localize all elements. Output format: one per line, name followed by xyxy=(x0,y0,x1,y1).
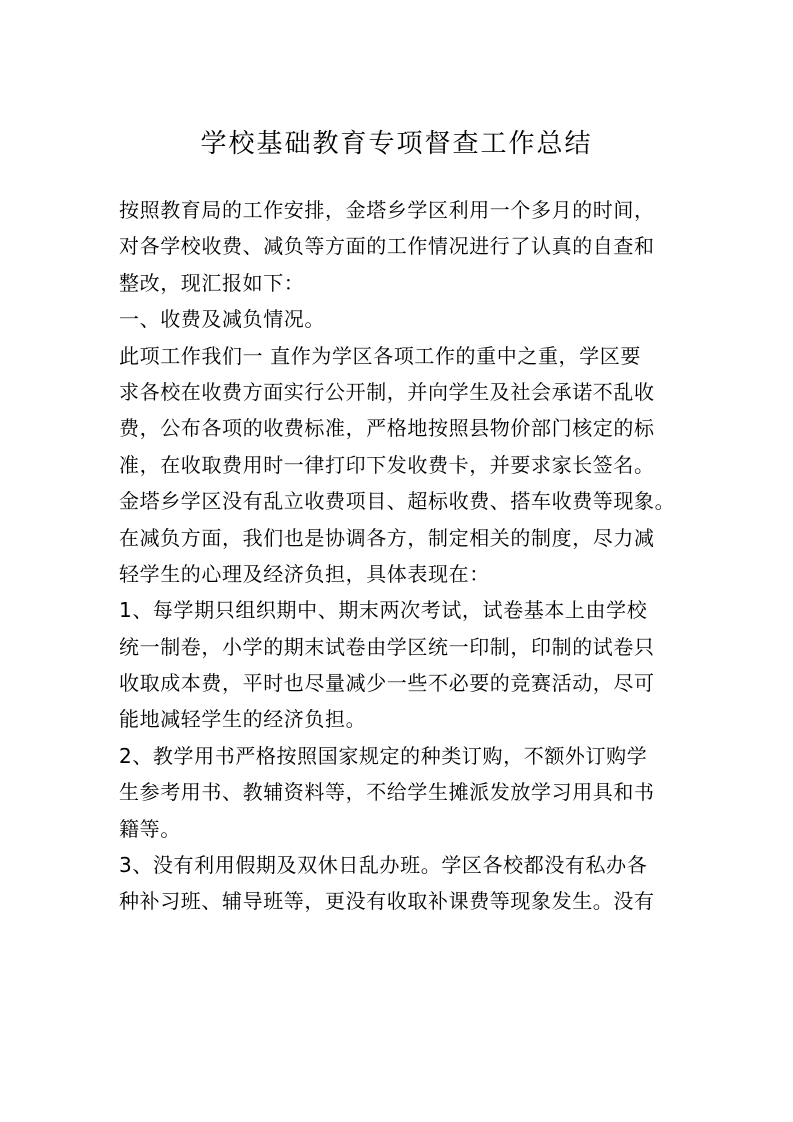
body-line: 求各校在收费方面实行公开制，并向学生及社会承诺不乱收 xyxy=(119,379,655,404)
list-item-2-line: 2、教学用书严格按照国家规定的种类订购，不额外订购学 xyxy=(119,743,648,768)
document-body xyxy=(119,192,675,920)
list-item-2-line: 生参考用书、教辅资料等，不给学生摊派发放学习用具和书 xyxy=(119,780,655,805)
section-heading: 一、收费及减负情况。 xyxy=(119,307,325,332)
body-line: 在减负方面，我们也是协调各方，制定相关的制度，尽力减 xyxy=(119,525,655,550)
body-line: 整改，现汇报如下： xyxy=(119,270,305,295)
body-line: 费，公布各项的收费标准，严格地按照县物价部门核定的标 xyxy=(119,416,655,441)
body-line: 对各学校收费、减负等方面的工作情况进行了认真的自查和 xyxy=(119,234,655,259)
list-item-1-line: 统一制卷，小学的期末试卷由学区统一印制，印制的试卷只 xyxy=(119,634,655,659)
body-line: 金塔乡学区没有乱立收费项目、超标收费、搭车收费等现象。 xyxy=(119,489,676,514)
list-item-1-line: 能地减轻学生的经济负担。 xyxy=(119,707,367,732)
body-line: 按照教育局的工作安排，金塔乡学区利用一个多月的时间， xyxy=(119,198,655,222)
list-item-2-line: 籍等。 xyxy=(119,816,181,841)
list-item-3-line: 种补习班、辅导班等，更没有收取补课费等现象发生。没有 xyxy=(119,889,655,914)
document-title: 学校基础教育专项督查工作总结 xyxy=(200,129,593,159)
list-item-1-line: 1、每学期只组织期中、期末两次考试，试卷基本上由学校 xyxy=(119,598,648,623)
body-line: 准，在收取费用时一律打印下发收费卡，并要求家长签名。 xyxy=(119,452,655,477)
body-line: 此项工作我们一 直作为学区各项工作的重中之重，学区要 xyxy=(119,343,641,368)
list-item-1-line: 收取成本费，平时也尽量减少一些不必要的竞赛活动，尽可 xyxy=(119,671,655,696)
body-line: 轻学生的心理及经济负担，具体表现在： xyxy=(119,561,490,586)
list-item-3-line: 3、没有利用假期及双休日乱办班。学区各校都没有私办各 xyxy=(119,853,648,878)
